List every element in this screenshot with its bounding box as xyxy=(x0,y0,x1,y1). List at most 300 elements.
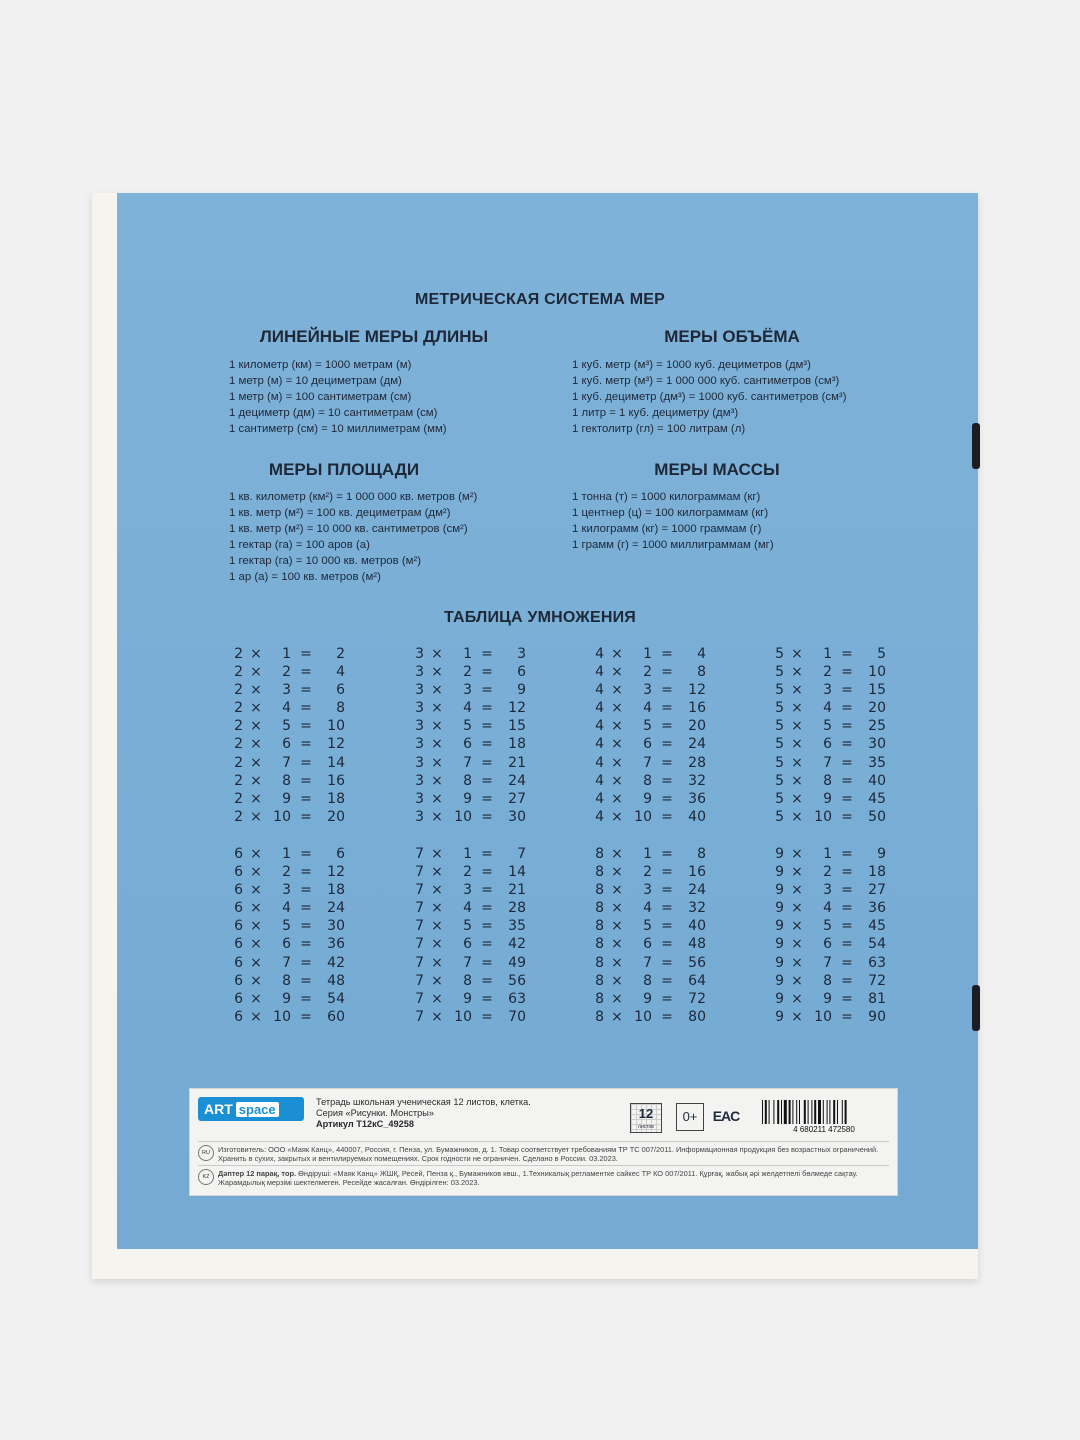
mult-cell: = xyxy=(300,900,312,917)
mult-cell: = xyxy=(661,808,673,825)
mult-cell: × xyxy=(791,936,803,953)
mult-cell: 72 xyxy=(868,972,886,989)
mult-cell: 9 xyxy=(463,790,472,807)
barcode-bar xyxy=(762,1100,763,1124)
mult-row xyxy=(770,863,886,881)
mult-cell: 90 xyxy=(868,1008,886,1025)
mult-row xyxy=(770,899,886,917)
mult-cell: × xyxy=(431,772,443,789)
mult-cell: 48 xyxy=(327,972,345,989)
mult-cell: 40 xyxy=(868,772,886,789)
mult-cell: = xyxy=(300,846,312,862)
staple-bottom xyxy=(972,985,980,1031)
mult-cell: 9 xyxy=(775,936,784,953)
mult-row xyxy=(229,863,345,881)
mult-cell: = xyxy=(300,700,312,717)
mult-cell: = xyxy=(481,754,493,771)
mult-cell: 3 xyxy=(643,682,652,699)
mult-cell: = xyxy=(300,954,312,971)
mult-cell: 7 xyxy=(415,1008,424,1025)
mult-cell: = xyxy=(841,864,853,881)
mult-cell: 8 xyxy=(282,972,291,989)
mult-cell: 16 xyxy=(688,864,706,881)
mult-cell: 18 xyxy=(327,882,345,899)
mult-table-6 xyxy=(229,845,345,1026)
mult-row xyxy=(770,845,886,863)
list-item: 1 дециметр (дм) = 10 сантиметрам (см) xyxy=(229,407,438,419)
mult-cell: = xyxy=(481,972,493,989)
mult-cell: 8 xyxy=(595,1008,604,1025)
mult-cell: 81 xyxy=(868,990,886,1007)
mult-row xyxy=(590,754,706,772)
mult-cell: 10 xyxy=(634,1008,652,1025)
mult-cell: 20 xyxy=(868,700,886,717)
paper-edge xyxy=(92,193,117,1249)
mult-cell: = xyxy=(661,718,673,735)
mult-row xyxy=(590,735,706,753)
mult-row xyxy=(590,663,706,681)
mult-cell: × xyxy=(250,846,262,862)
mult-row xyxy=(410,754,526,772)
mult-cell: = xyxy=(661,990,673,1007)
mult-cell: 2 xyxy=(234,772,243,789)
mult-cell: 10 xyxy=(868,664,886,681)
mult-cell: 5 xyxy=(775,718,784,735)
barcode-bar xyxy=(773,1100,774,1124)
mult-cell: 8 xyxy=(595,882,604,899)
mult-cell: 48 xyxy=(688,936,706,953)
mult-cell: 63 xyxy=(868,954,886,971)
mult-row xyxy=(410,899,526,917)
mult-cell: 9 xyxy=(775,882,784,899)
mult-cell: = xyxy=(661,864,673,881)
mult-cell: 8 xyxy=(463,972,472,989)
mult-cell: 25 xyxy=(868,718,886,735)
mult-cell: 2 xyxy=(234,700,243,717)
mult-cell: 3 xyxy=(415,682,424,699)
mult-cell: 8 xyxy=(595,846,604,862)
list-item: 1 гектолитр (гл) = 100 литрам (л) xyxy=(572,423,746,435)
mult-cell: 7 xyxy=(415,882,424,899)
mult-cell: 10 xyxy=(454,1008,472,1025)
kz-title: Дәптер 12 парақ, тор. xyxy=(218,1169,297,1178)
mult-row xyxy=(229,899,345,917)
mult-cell: 2 xyxy=(234,646,243,662)
mult-cell: = xyxy=(661,772,673,789)
barcode-bar xyxy=(784,1100,787,1124)
mult-cell: = xyxy=(481,990,493,1007)
mult-cell: 40 xyxy=(688,918,706,935)
mult-cell: = xyxy=(661,954,673,971)
mult-cell: = xyxy=(300,936,312,953)
mult-cell: 5 xyxy=(643,718,652,735)
mult-cell: 4 xyxy=(463,900,472,917)
mult-cell: × xyxy=(431,846,443,862)
mult-table-3 xyxy=(410,645,526,826)
mult-row xyxy=(590,699,706,717)
mult-cell: 8 xyxy=(823,972,832,989)
barcode-bar xyxy=(829,1100,830,1124)
mult-cell: × xyxy=(611,918,623,935)
mult-cell: × xyxy=(611,936,623,953)
mult-cell: 2 xyxy=(234,664,243,681)
mult-cell: = xyxy=(300,682,312,699)
mult-cell: 16 xyxy=(327,772,345,789)
label-divider xyxy=(198,1141,889,1142)
mult-cell: 8 xyxy=(595,900,604,917)
mult-cell: = xyxy=(661,664,673,681)
mult-cell: = xyxy=(661,736,673,753)
mult-row xyxy=(410,990,526,1008)
barcode-bar xyxy=(833,1100,835,1124)
mult-cell: × xyxy=(791,864,803,881)
mult-row xyxy=(410,845,526,863)
mult-cell: 3 xyxy=(463,682,472,699)
mult-cell: 50 xyxy=(868,808,886,825)
mult-cell: = xyxy=(661,754,673,771)
mult-cell: = xyxy=(661,700,673,717)
mult-cell: 4 xyxy=(595,736,604,753)
mult-row xyxy=(229,935,345,953)
mult-cell: 8 xyxy=(697,664,706,681)
logo-space-text: space xyxy=(236,1102,279,1117)
mult-row xyxy=(410,917,526,935)
mult-cell: × xyxy=(611,772,623,789)
list-item: 1 гектар (га) = 10 000 кв. метров (м²) xyxy=(229,555,422,567)
mult-row xyxy=(410,935,526,953)
mult-cell: 9 xyxy=(775,918,784,935)
mult-cell: = xyxy=(481,1008,493,1025)
mult-cell: × xyxy=(431,1008,443,1025)
mult-cell: = xyxy=(841,954,853,971)
mult-cell: × xyxy=(791,990,803,1007)
mult-row xyxy=(770,717,886,735)
mult-cell: 7 xyxy=(415,918,424,935)
mult-row xyxy=(410,954,526,972)
mult-cell: = xyxy=(841,754,853,771)
mult-cell: 8 xyxy=(643,772,652,789)
mult-cell: 18 xyxy=(508,736,526,753)
mult-cell: = xyxy=(481,864,493,881)
list-item: 1 куб. дециметр (дм³) = 1000 куб. сантиметров (см³) xyxy=(572,391,847,403)
mult-cell: 5 xyxy=(775,808,784,825)
list-item: 1 кв. километр (км²) = 1 000 000 кв. метров (м²) xyxy=(229,491,478,503)
mult-row xyxy=(590,863,706,881)
kz-line: Жарамдылық мерзімі шектелмеген. Ресейде жасалған. Өндірілген: 03.2023. xyxy=(218,1178,480,1187)
mult-cell: 2 xyxy=(643,664,652,681)
barcode-bar xyxy=(823,1100,824,1124)
mult-row xyxy=(410,681,526,699)
list-item: 1 куб. метр (м³) = 1000 куб. дециметров (дм³) xyxy=(572,359,811,371)
mult-cell: = xyxy=(661,972,673,989)
mult-cell: 4 xyxy=(282,700,291,717)
mult-cell: 8 xyxy=(697,846,706,862)
mult-cell: 6 xyxy=(234,846,243,862)
mult-cell: × xyxy=(791,736,803,753)
mult-cell: = xyxy=(481,954,493,971)
mult-cell: × xyxy=(791,808,803,825)
barcode-number: 4 680211 472580 xyxy=(793,1125,855,1133)
barcode-bar xyxy=(845,1100,847,1124)
mult-cell: 6 xyxy=(234,972,243,989)
mult-cell: 40 xyxy=(688,808,706,825)
mult-row xyxy=(229,1008,345,1026)
mult-cell: 10 xyxy=(273,1008,291,1025)
mult-cell: = xyxy=(661,1008,673,1025)
mult-cell: 10 xyxy=(454,808,472,825)
linear-list xyxy=(229,357,447,437)
mult-cell: × xyxy=(431,718,443,735)
mult-row xyxy=(590,808,706,826)
mult-cell: 4 xyxy=(697,646,706,662)
mult-cell: × xyxy=(791,754,803,771)
list-item: 1 метр (м) = 100 сантиметрам (см) xyxy=(229,391,412,403)
mult-row xyxy=(590,990,706,1008)
mult-cell: 24 xyxy=(688,736,706,753)
mult-cell: 8 xyxy=(823,772,832,789)
product-info xyxy=(316,1097,531,1130)
mult-cell: 3 xyxy=(415,718,424,735)
mult-cell: × xyxy=(431,936,443,953)
mult-cell: 2 xyxy=(234,682,243,699)
mult-cell: 9 xyxy=(517,682,526,699)
mult-row xyxy=(229,990,345,1008)
mult-cell: 7 xyxy=(282,754,291,771)
mult-cell: 9 xyxy=(775,864,784,881)
mult-cell: = xyxy=(300,790,312,807)
mult-cell: 2 xyxy=(234,808,243,825)
barcode-bar xyxy=(804,1100,806,1124)
mult-cell: 7 xyxy=(415,954,424,971)
mult-cell: = xyxy=(300,772,312,789)
mult-cell: = xyxy=(661,790,673,807)
mult-cell: 4 xyxy=(595,790,604,807)
mult-cell: 5 xyxy=(877,646,886,662)
mult-cell: 54 xyxy=(868,936,886,953)
mult-cell: 9 xyxy=(877,846,886,862)
mult-cell: 64 xyxy=(688,972,706,989)
mult-cell: 28 xyxy=(508,900,526,917)
mult-cell: × xyxy=(431,736,443,753)
mult-cell: 9 xyxy=(282,990,291,1007)
mult-cell: 7 xyxy=(643,954,652,971)
mult-cell: 32 xyxy=(688,772,706,789)
mult-cell: 7 xyxy=(463,754,472,771)
area-list xyxy=(229,489,477,585)
mult-cell: 4 xyxy=(595,664,604,681)
mult-cell: = xyxy=(481,846,493,862)
mult-cell: 12 xyxy=(688,682,706,699)
mult-cell: × xyxy=(250,864,262,881)
mult-cell: 28 xyxy=(688,754,706,771)
mult-cell: 20 xyxy=(688,718,706,735)
sheets-badge xyxy=(630,1103,662,1133)
kz-line: Өндіруші: «Маяк Канц» ЖШҚ, Ресей, Пенза қ., Бумажников көш., 1.Техникалық регламентке сайкес ТР КО 007/2011. Құрғақ, жабық әрі желдетпелі бөлмеде сақтау. xyxy=(298,1169,858,1178)
mult-cell: × xyxy=(431,882,443,899)
mult-cell: 5 xyxy=(775,754,784,771)
mult-cell: 5 xyxy=(463,918,472,935)
mult-cell: 9 xyxy=(775,846,784,862)
barcode-bar xyxy=(769,1100,770,1124)
mult-cell: 5 xyxy=(775,664,784,681)
list-item: 1 сантиметр (см) = 10 миллиметрам (мм) xyxy=(229,423,447,435)
product-series: Серия «Рисунки. Монстры» xyxy=(316,1108,434,1118)
list-item: 1 литр = 1 куб. дециметру (дм³) xyxy=(572,407,739,419)
mult-cell: 24 xyxy=(508,772,526,789)
mult-row xyxy=(229,663,345,681)
ru-line: Изготовитель: ООО «Маяк Канц», 440007, Россия, г. Пенза, ул. Бумажников, д. 1. Товар соответствует требованиям ТР ТС 007/2011. Информационная продукция без возрастных ограничений. xyxy=(218,1145,879,1154)
mult-cell: 18 xyxy=(327,790,345,807)
mult-row xyxy=(410,790,526,808)
mult-cell: 8 xyxy=(336,700,345,717)
mult-row xyxy=(590,717,706,735)
mult-cell: × xyxy=(611,990,623,1007)
mult-cell: 7 xyxy=(415,864,424,881)
mult-cell: 9 xyxy=(823,990,832,1007)
mult-cell: × xyxy=(250,954,262,971)
mult-row xyxy=(229,790,345,808)
kz-badge: KZ xyxy=(198,1169,214,1185)
mult-cell: 35 xyxy=(508,918,526,935)
barcode-bar xyxy=(827,1100,828,1124)
mult-cell: 9 xyxy=(775,972,784,989)
mult-cell: 3 xyxy=(415,664,424,681)
mult-cell: = xyxy=(481,918,493,935)
mult-cell: 1 xyxy=(463,846,472,862)
mult-row xyxy=(770,645,886,663)
mult-cell: 72 xyxy=(688,990,706,1007)
mult-row xyxy=(410,699,526,717)
mult-cell: × xyxy=(791,718,803,735)
mult-cell: = xyxy=(481,790,493,807)
mult-cell: × xyxy=(250,664,262,681)
mult-cell: 54 xyxy=(327,990,345,1007)
mult-row xyxy=(410,808,526,826)
mult-cell: = xyxy=(841,936,853,953)
mult-row xyxy=(229,917,345,935)
mult-cell: 10 xyxy=(273,808,291,825)
mult-table-2 xyxy=(229,645,345,826)
mult-cell: = xyxy=(481,682,493,699)
heading-volume: МЕРЫ ОБЪЁМА xyxy=(664,327,800,346)
mult-cell: × xyxy=(611,664,623,681)
mult-cell: 1 xyxy=(463,646,472,662)
mult-cell: × xyxy=(250,1008,262,1025)
mult-cell: 7 xyxy=(282,954,291,971)
mult-cell: × xyxy=(431,972,443,989)
sheets-count: 12 xyxy=(638,1106,654,1121)
mult-cell: 27 xyxy=(868,882,886,899)
mult-cell: 3 xyxy=(643,882,652,899)
mass-list xyxy=(572,489,774,553)
sheets-caption: листов xyxy=(638,1124,654,1130)
mult-cell: 3 xyxy=(463,882,472,899)
mult-cell: 1 xyxy=(643,646,652,662)
barcode-bar xyxy=(808,1100,809,1124)
mult-row xyxy=(770,954,886,972)
mult-cell: 9 xyxy=(775,954,784,971)
mult-cell: 4 xyxy=(595,682,604,699)
ru-text xyxy=(218,1145,878,1163)
mult-cell: 5 xyxy=(643,918,652,935)
mult-cell: × xyxy=(611,972,623,989)
eac-mark: EAC xyxy=(712,1108,740,1124)
mult-cell: = xyxy=(300,754,312,771)
mult-cell: = xyxy=(661,918,673,935)
product-line: Тетрадь школьная ученическая 12 листов, клетка. xyxy=(316,1097,531,1107)
mult-row xyxy=(770,881,886,899)
mult-cell: × xyxy=(431,900,443,917)
list-item: 1 ар (а) = 100 кв. метров (м²) xyxy=(229,571,381,583)
barcode-bar xyxy=(789,1100,791,1124)
mult-cell: 2 xyxy=(282,864,291,881)
mult-cell: × xyxy=(791,954,803,971)
mult-table-8 xyxy=(590,845,706,1026)
mult-row xyxy=(410,735,526,753)
mult-cell: 5 xyxy=(775,790,784,807)
mult-cell: × xyxy=(611,646,623,662)
mult-cell: = xyxy=(841,772,853,789)
mult-cell: = xyxy=(841,808,853,825)
mult-cell: 6 xyxy=(463,936,472,953)
mult-cell: 42 xyxy=(327,954,345,971)
mult-cell: 6 xyxy=(234,990,243,1007)
mult-row xyxy=(590,845,706,863)
mult-cell: × xyxy=(250,990,262,1007)
mult-cell: × xyxy=(611,790,623,807)
mult-cell: 63 xyxy=(508,990,526,1007)
mult-cell: 8 xyxy=(595,990,604,1007)
mult-row xyxy=(770,772,886,790)
mult-cell: = xyxy=(300,718,312,735)
mult-cell: × xyxy=(250,754,262,771)
mult-cell: 2 xyxy=(463,664,472,681)
mult-cell: 5 xyxy=(282,918,291,935)
mult-cell: 30 xyxy=(868,736,886,753)
mult-cell: 6 xyxy=(234,882,243,899)
mult-cell: 3 xyxy=(517,646,526,662)
mult-cell: = xyxy=(481,646,493,662)
mult-cell: × xyxy=(791,790,803,807)
mult-cell: 21 xyxy=(508,754,526,771)
mult-cell: 24 xyxy=(327,900,345,917)
mult-cell: × xyxy=(791,772,803,789)
mult-cell: 6 xyxy=(643,736,652,753)
mult-cell: = xyxy=(841,718,853,735)
mult-cell: = xyxy=(481,808,493,825)
mult-cell: 35 xyxy=(868,754,886,771)
mult-cell: 5 xyxy=(282,718,291,735)
mult-row xyxy=(229,845,345,863)
mult-cell: 1 xyxy=(282,646,291,662)
mult-cell: = xyxy=(300,864,312,881)
mult-cell: 3 xyxy=(415,808,424,825)
mult-cell: 8 xyxy=(595,972,604,989)
mult-cell: 42 xyxy=(508,936,526,953)
mult-cell: 16 xyxy=(688,700,706,717)
mult-row xyxy=(229,717,345,735)
mult-cell: 4 xyxy=(643,700,652,717)
mult-cell: = xyxy=(841,846,853,862)
mult-cell: 9 xyxy=(463,990,472,1007)
mult-cell: 2 xyxy=(234,736,243,753)
mult-row xyxy=(590,954,706,972)
mult-cell: = xyxy=(661,936,673,953)
mult-table-7 xyxy=(410,845,526,1026)
mult-cell: 6 xyxy=(234,864,243,881)
list-item: 1 куб. метр (м³) = 1 000 000 куб. сантиметров (см³) xyxy=(572,375,840,387)
mult-cell: 9 xyxy=(775,1008,784,1025)
